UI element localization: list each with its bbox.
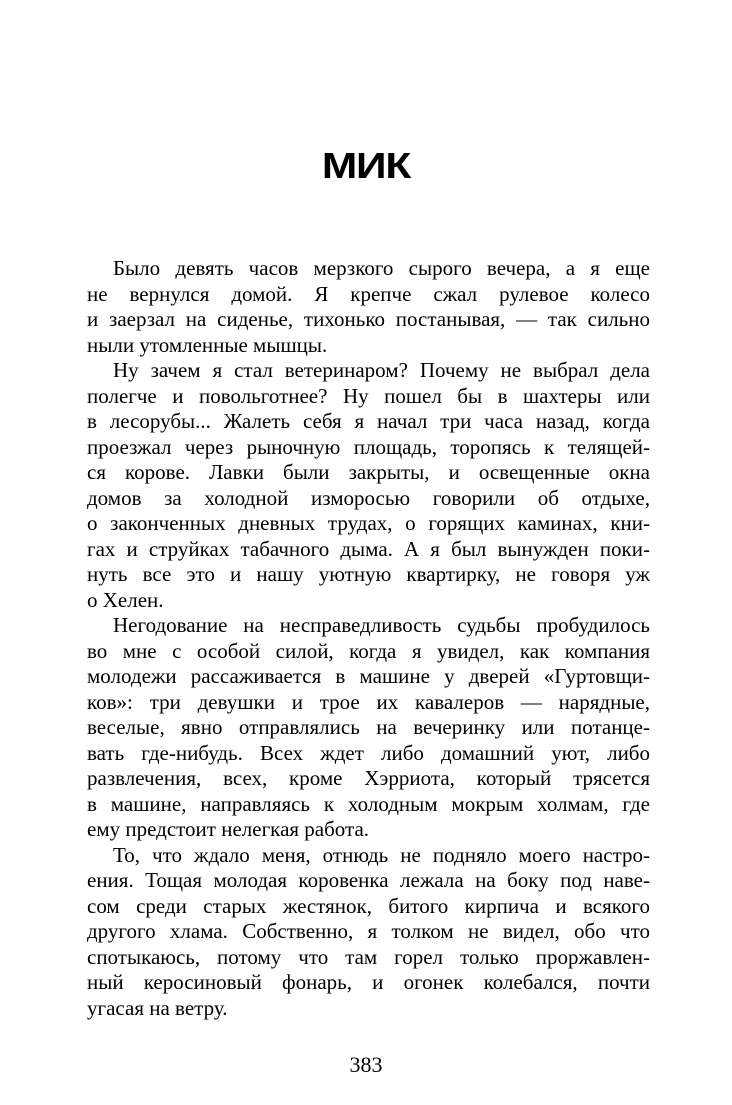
text-line: угасая на ветру.: [87, 995, 228, 1020]
text-line: полегче и повольготнее? Ну пошел бы в шахтеры или: [87, 383, 650, 408]
text-line: молодежи рассаживается в машине у дверей «Гуртовщи-: [87, 664, 650, 688]
page-number: 383: [349, 1052, 383, 1077]
text-line: ся корове. Лавки были закрыты, и освещенные окна: [87, 460, 650, 484]
text-line: о Хелен.: [87, 587, 164, 612]
text-line: не вернулся домой. Я крепче сжал рулевое колесо: [87, 281, 650, 306]
text-line: ныли утомленные мышцы.: [87, 332, 328, 357]
text-line: в лесорубы... Жалеть себя я начал три часа назад, когда: [87, 409, 650, 433]
paragraph: [87, 613, 650, 843]
text-line: развлечения, всех, кроме Хэрриота, который трясется: [87, 766, 650, 790]
text-line: ему предстоит нелегкая работа.: [87, 817, 370, 841]
text-line: ный керосиновый фонарь, и огонек колебался, почти: [87, 970, 650, 994]
paragraph: [87, 843, 650, 1022]
text-line: То, что ждало меня, отнюдь не подняло моего настро-: [113, 842, 650, 867]
text-line: Негодование на несправедливость судьбы пробудилось: [113, 613, 650, 637]
body-text: [87, 256, 650, 1021]
text-line: и заерзал на сиденье, тихонько постанывая, — так сильно: [87, 307, 650, 331]
text-line: спотыкаюсь, потому что там горел только проржавлен-: [87, 944, 650, 969]
text-line: ков»: три девушки и трое их кавалеров — нарядные,: [87, 689, 650, 714]
text-line: о законченных дневных трудах, о горящих каминах, кни-: [87, 511, 650, 535]
chapter-title: МИК: [321, 145, 411, 186]
text-line: вать где-нибудь. Всех ждет либо домашний уют, либо: [87, 740, 650, 765]
paragraph: [87, 358, 650, 613]
text-line: гах и струйках табачного дыма. А я был вынужден поки-: [87, 536, 650, 561]
text-line: Ну зачем я стал ветеринаром? Почему не выбрал дела: [113, 358, 650, 382]
text-line: сом среди старых жестянок, битого кирпича и всякого: [87, 893, 650, 918]
text-line: во мне с особой силой, когда я увидел, как компания: [87, 638, 650, 663]
text-line: домов за холодной изморосью говорили об отдыхе,: [87, 485, 650, 510]
text-line: Было девять часов мерзкого сырого вечера, а я еще: [113, 256, 650, 280]
text-line: ения. Тощая молодая коровенка лежала на боку под наве-: [87, 868, 650, 892]
text-line: нуть все это и нашу уютную квартирку, не говоря уж: [87, 562, 650, 586]
text-line: веселые, явно отправлялись на вечеринку или потанце-: [87, 715, 650, 739]
text-line: проезжал через рыночную площадь, торопясь к телящей-: [87, 434, 650, 459]
paragraph: [87, 256, 650, 358]
text-line: в машине, направляясь к холодным мокрым холмам, где: [87, 791, 650, 816]
text-line: другого хлама. Собственно, я толком не видел, обо что: [87, 919, 650, 943]
